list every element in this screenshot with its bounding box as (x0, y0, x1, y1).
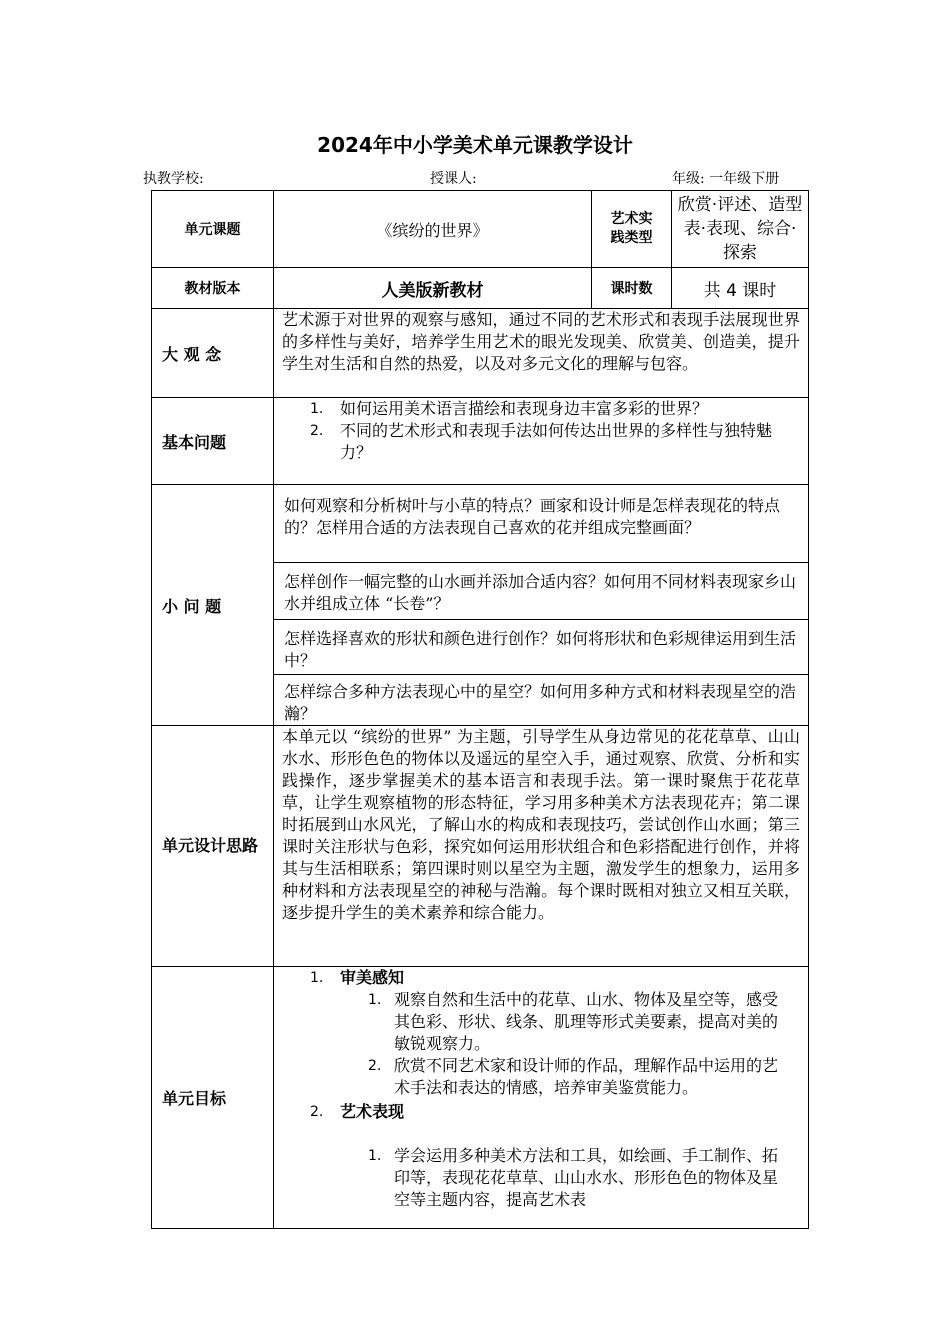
goal-section: 1. 审美感知 (310, 968, 405, 987)
goal-section: 2. 艺术表现 (310, 1102, 405, 1121)
grade-field: 年级: 一年级下册 (672, 171, 780, 187)
goals-list (274, 1101, 808, 1123)
topic-value: 《缤纷的世界》 (274, 191, 592, 268)
big-idea-label: 大 观 念 (152, 309, 274, 398)
design-table (151, 190, 809, 1229)
basic-questions-label: 基本问题 (152, 398, 274, 485)
list-item: 1. 如何运用美术语言描绘和表现身边丰富多彩的世界？ (310, 399, 709, 418)
small-question-item: 如何观察和分析树叶与小草的特点？画家和设计师是怎样表现花的特点的？怎样用合适的方法表现自己喜欢的花并组成完整画面？ (274, 485, 808, 563)
row-design (152, 726, 809, 967)
list-item: 2. 不同的艺术形式和表现手法如何传达出世界的多样性与独特魅力？ (310, 421, 773, 462)
teacher-field: 授课人: (430, 171, 477, 187)
hours-label: 课时数 (592, 268, 672, 309)
row-big-idea (152, 309, 809, 398)
hours-value: 共 4 课时 (672, 268, 809, 309)
row-edition (152, 268, 809, 309)
practice-type-label: 艺术实践类型 (592, 191, 672, 268)
small-question-item: 怎样综合多种方法表现心中的星空？如何用多种方式和材料表现星空的浩瀚？ (284, 682, 797, 723)
row-topic (152, 191, 809, 268)
basic-questions-list (274, 398, 788, 464)
row-small-questions (152, 485, 809, 726)
page-title: 2024年中小学美术单元课教学设计 (317, 133, 633, 157)
basic-questions-cell (274, 398, 809, 485)
row-goals (152, 967, 809, 1229)
small-question-item: 怎样选择喜欢的形状和颜色进行创作？如何将形状和色彩规律运用到生活中？ (274, 620, 808, 675)
goals-list (274, 967, 808, 989)
goals-label: 单元目标 (152, 967, 274, 1229)
design-text: 本单元以 “缤纷的世界” 为主题，引导学生从身边常见的花花草草、山山水水、形形色色的物体以及遥远的星空入手，通过观察、欣赏、分析和实践操作，逐步掌握美术的基本语言和表现手法。第一课时聚焦于花花草草，让学生观察植物的形态特征，学习用多种美术方法表现花卉；第二课时拓展到山水风光，了解山水的构成和表现技巧，尝试创作山水画；第三课时关注形状与色彩，探究如何运用形状组合和色彩搭配进行创作，并将其与生活相联系；第四课时则以星空为主题，激发学生的想象力，运用多种材料和方法表现星空的神秘与浩瀚。每个课时既相对独立又相互关联，逐步提升学生的美术素养和综合能力。 (274, 726, 809, 967)
list-item: 1. 观察自然和生活中的花草、山水、物体及星空等，感受其色彩、形状、线条、肌理等形式美要素，提高对美的敏锐观察力。 (368, 990, 779, 1053)
list-item: 2. 欣赏不同艺术家和设计师的作品，理解作品中运用的艺术手法和表达的情感，培养审美鉴赏能力。 (368, 1056, 779, 1097)
goal-heading: 审美感知 (340, 968, 405, 987)
goals-cell (274, 967, 809, 1229)
list-item: 1. 学会运用多种美术方法和工具，如绘画、手工制作、拓印等，表现花花草草、山山水水、形形色色的物体及星空等主题内容，提高艺术表 (368, 1146, 779, 1209)
goal-sublist (274, 989, 808, 1099)
edition-label: 教材版本 (152, 268, 274, 309)
goal-sublist (274, 1145, 808, 1211)
design-label: 单元设计思路 (152, 726, 274, 967)
small-question-item: 怎样创作一幅完整的山水画并添加合适内容？如何用不同材料表现家乡山水并组成立体 “长卷”？ (274, 563, 808, 620)
small-questions-label: 小 问 题 (152, 485, 274, 726)
goal-heading: 艺术表现 (340, 1102, 405, 1121)
school-field: 执教学校: (143, 171, 204, 187)
small-questions-cell (274, 485, 809, 726)
big-idea-text: 艺术源于对世界的观察与感知，通过不同的艺术形式和表现手法展现世界的多样性与美好，培养学生用艺术的眼光发现美、欣赏美、创造美，提升学生对生活和自然的热爱，以及对多元文化的理解与包容。 (274, 309, 809, 398)
row-basic-questions (152, 398, 809, 485)
practice-type-value: 欣赏·评述、造型表·表现、综合·探索 (672, 191, 809, 268)
edition-value: 人美版新教材 (274, 268, 592, 309)
topic-label: 单元课题 (152, 191, 274, 268)
